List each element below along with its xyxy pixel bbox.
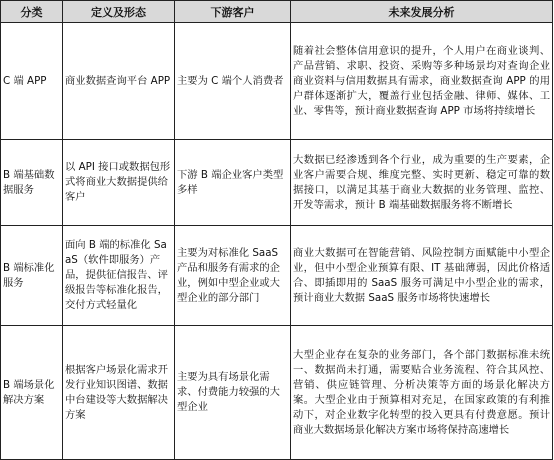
analysis-cell: 商业大数据可在智能营销、风险控制方面赋能中小型企业，但中小型企业预算有限、IT 基础薄弱，因此价格适合、即插即用的 SaaS 服务可满足中小型企业的需求，预计商业大数据 SaaS 服务市场将快速增长 (291, 226, 553, 326)
definition-cell: 面向 B 端的标准化 SaaS（软件即服务）产品，提供征信报告、评级报告等标准化报告，交付方式轻量化 (63, 226, 175, 326)
customers-cell: 主要为具有场景化需求、付费能力较强的大型企业 (175, 326, 291, 460)
header-customers: 下游客户 (175, 1, 291, 23)
table-row (1, 226, 553, 326)
category-cell: C 端 APP (1, 23, 63, 140)
table-row (1, 140, 553, 226)
category-cell: B 端标准化服务 (1, 226, 63, 326)
analysis-cell: 大型企业存在复杂的业务部门，各个部门数据标准未统一、数据尚未打通，需要贴合业务流程、符合其风控、营销、供应链管理、分析决策等方面的场景化解决方案。大型企业由于预算相对充足，在国家政策的有利推动下，对企业数字化转型的投入更具有付费意愿。预计商业大数据场景化解决方案市场将保持高速增长 (291, 326, 553, 460)
header-category: 分类 (1, 1, 63, 23)
analysis-cell: 随着社会整体信用意识的提升，个人用户在商业谈判、产品营销、求职、投资、采购等多种场景均对查询企业商业资料与信用数据具有需求，商业数据查询 APP 的用户群体逐渐扩大，覆盖行业包括金融、律师、媒体、工业、零售等，预计商业数据查询 APP 市场将持续增长 (291, 23, 553, 140)
definition-cell: 商业数据查询平台 APP (63, 23, 175, 140)
category-cell: B 端场景化解决方案 (1, 326, 63, 460)
table-header-row (1, 1, 553, 23)
table-row (1, 23, 553, 140)
table-row (1, 326, 553, 460)
customers-cell: 主要为对标准化 SaaS 产品和服务有需求的企业，例如中型企业或大型企业的部分部门 (175, 226, 291, 326)
category-cell: B 端基础数据服务 (1, 140, 63, 226)
definition-cell: 根据客户场景化需求开发行业知识图谱、数据中台建设等大数据解决方案 (63, 326, 175, 460)
analysis-cell: 大数据已经渗透到各个行业，成为重要的生产要素，企业客户需要合规、维度完整、实时更新、稳定可靠的数据接口，以满足其基于商业大数据的业务管理、监控、开发等需求，预计 B 端基础数据服务将不断增长 (291, 140, 553, 226)
header-analysis: 未来发展分析 (291, 1, 553, 23)
definition-cell: 以 API 接口或数据包形式将商业大数据提供给客户 (63, 140, 175, 226)
customers-cell: 主要为 C 端个人消费者 (175, 23, 291, 140)
customers-cell: 下游 B 端企业客户类型多样 (175, 140, 291, 226)
header-definition: 定义及形态 (63, 1, 175, 23)
